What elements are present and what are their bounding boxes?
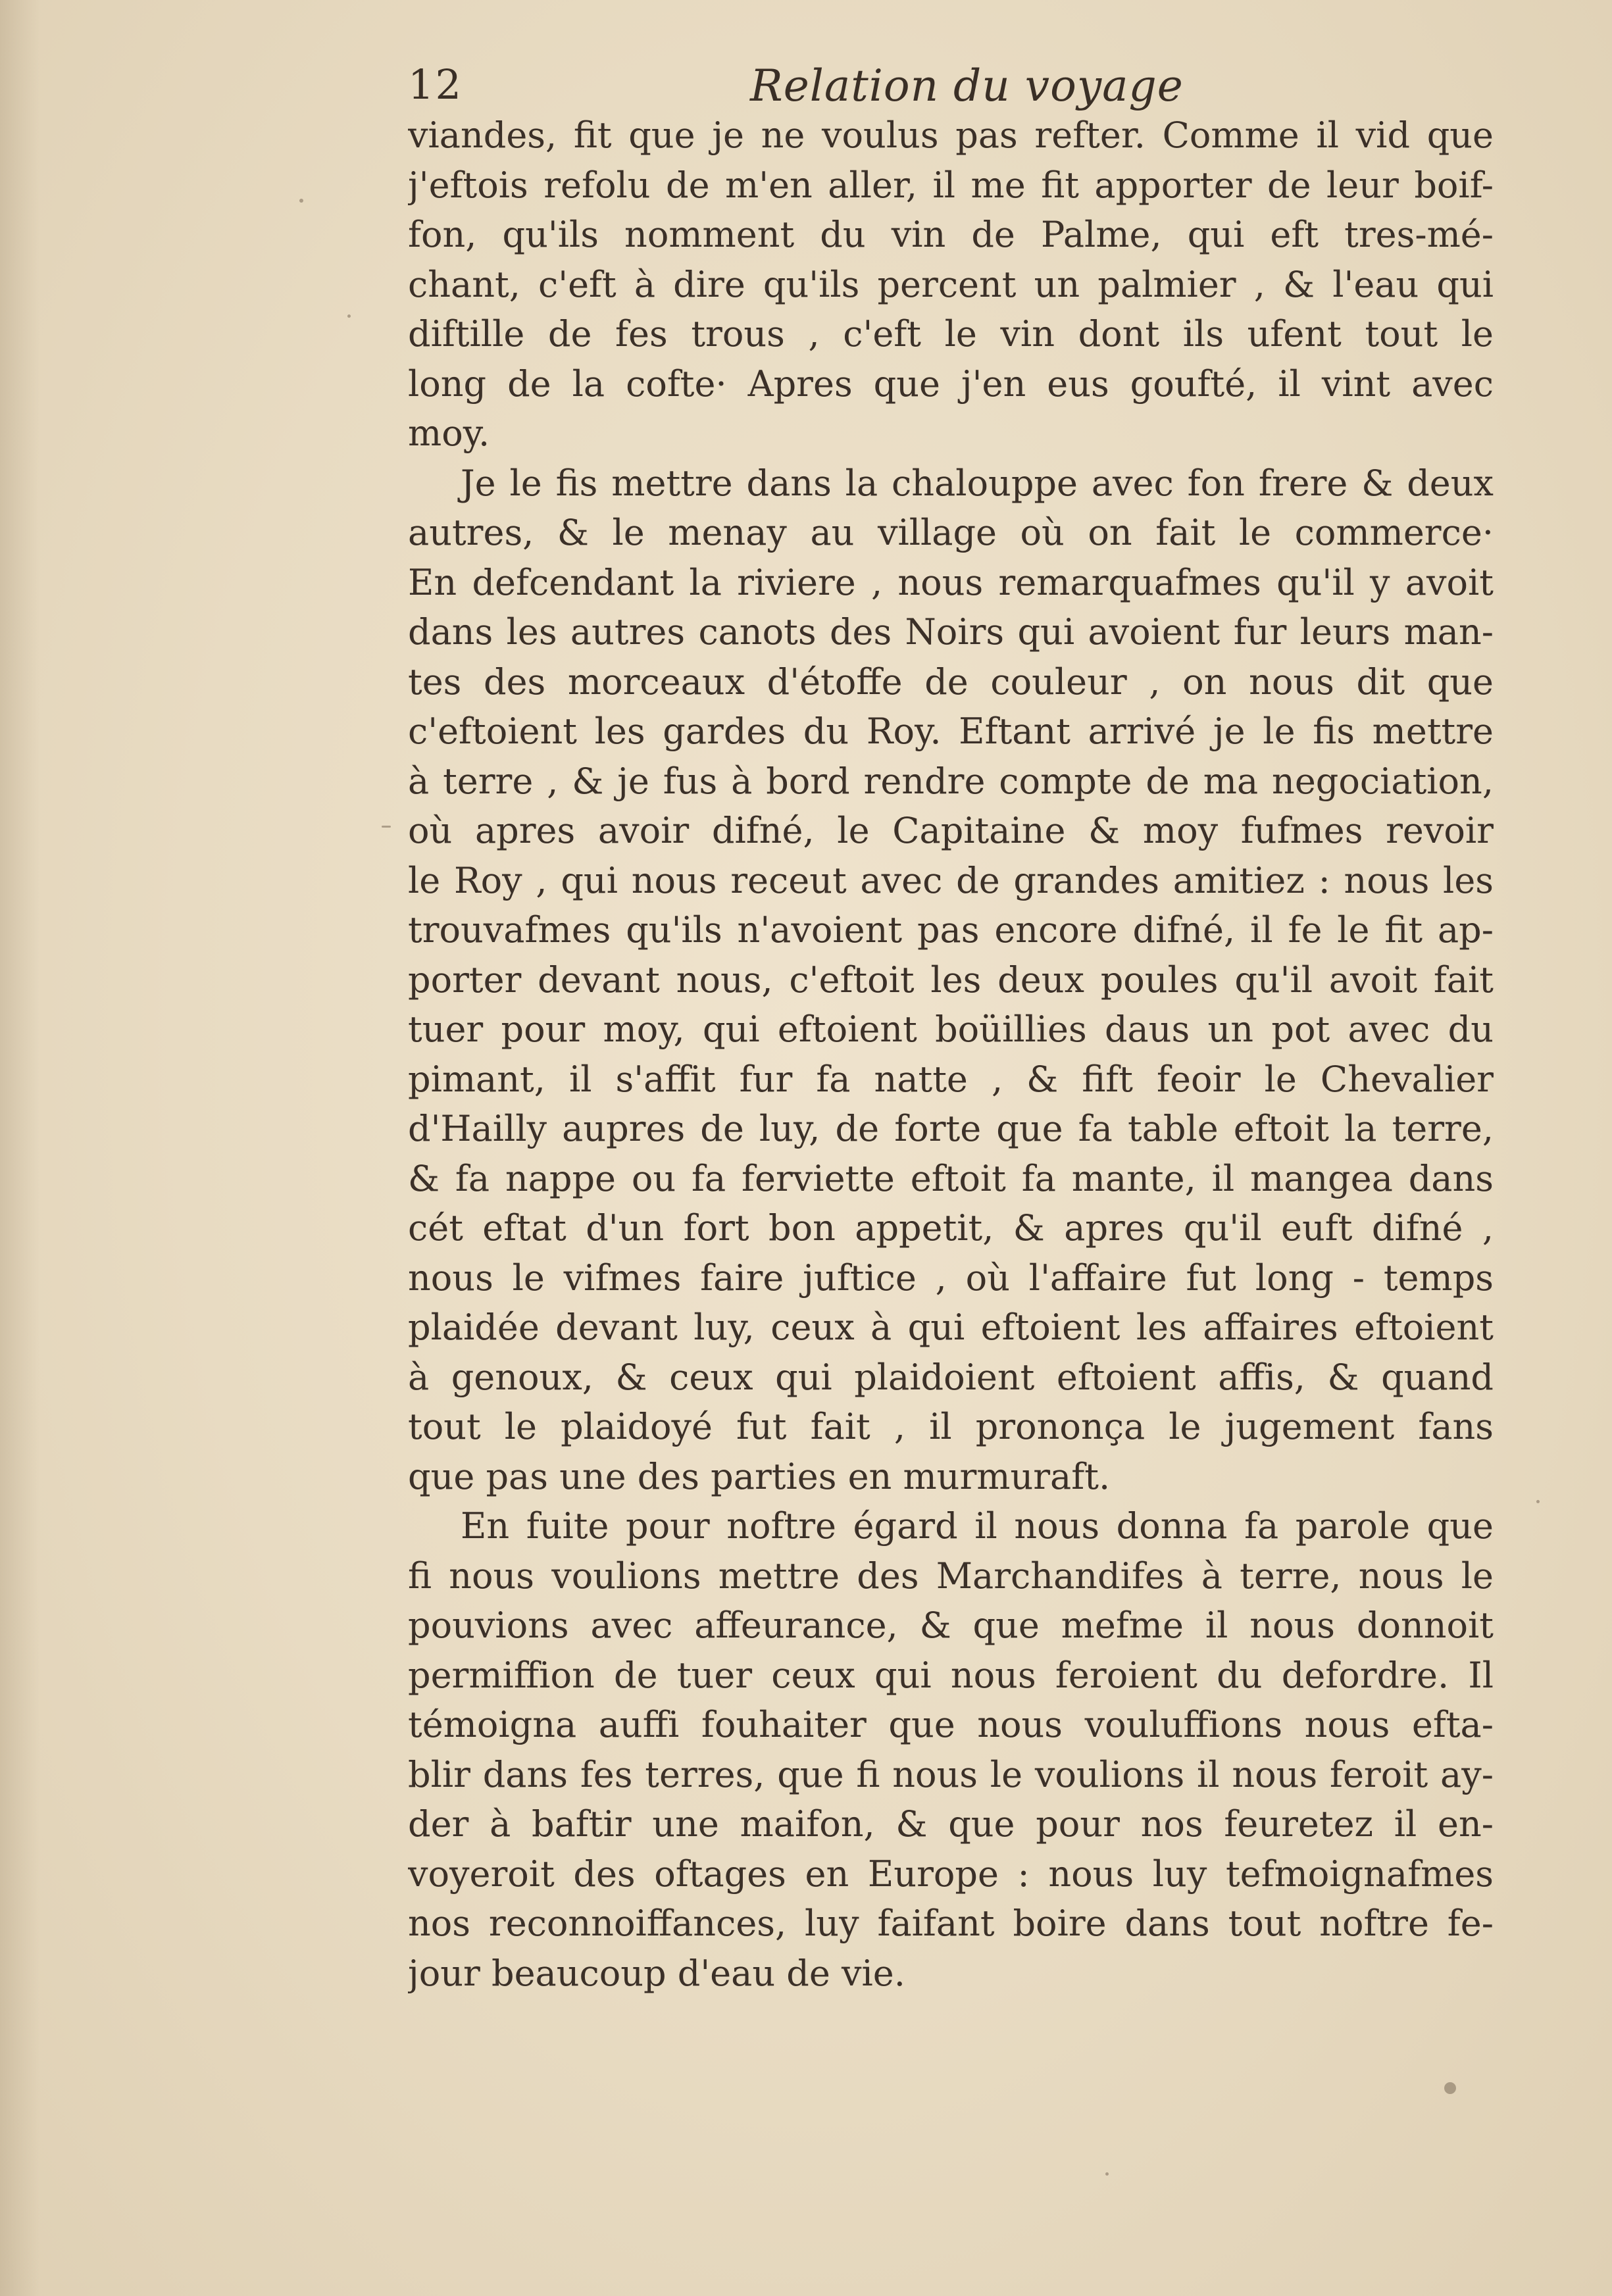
text-line: moy. [408,412,490,454]
text-line: tes des morceaux d'étoffe de couleur , on nous dit que [408,661,1494,703]
text-line: nos reconnoiffances, luy faifant boire dans tout noftre fe- [408,1903,1494,1944]
text-line: long de la cofte· Apres que j'en eus goufté, il vint avec [408,362,1494,405]
text-line: viandes, fit que je ne voulus pas refter. Comme il vid que [408,114,1494,156]
text-line: En defcendant la riviere , nous remarquafmes qu'il y avoit [408,561,1494,603]
text-line: nous le vifmes faire juftice , où l'affaire fut long - temps [408,1257,1494,1299]
paragraph-2 [408,459,1494,1502]
text-line: fon, qu'ils nomment du vin de Palme, qui eft tres-mé- [408,214,1494,255]
page-gutter-shadow [0,0,39,2296]
text-line: le Roy , qui nous receut avec de grandes amitiez : nous les [408,859,1494,901]
text-line: d'Hailly aupres de luy, de forte que fa table eftoit la terre, [408,1108,1494,1149]
page-number: 12 [408,61,463,109]
body-text [408,111,1494,1998]
text-line: pouvions avec affeurance, & que mefme il nous donnoit [408,1605,1494,1646]
text-line: tuer pour moy, qui eftoient boüillies daus un pot avec du [408,1009,1494,1050]
text-line: blir dans fes terres, que fi nous le voulions il nous feroit ay- [408,1753,1494,1795]
text-line: fi nous voulions mettre des Marchandifes à terre, nous le [408,1555,1494,1597]
text-line: jour beaucoup d'eau de vie. [408,1952,905,1994]
paragraph-1 [408,111,1494,459]
running-head: Relation du voyage [750,61,1184,111]
text-line: trouvafmes qu'ils n'avoient pas encore difné, il fe le fit ap- [408,909,1494,951]
text-line: permiffion de tuer ceux qui nous feroient du defordre. Il [408,1654,1494,1696]
text-line: plaidée devant luy, ceux à qui eftoient les affaires eftoient [408,1307,1494,1348]
text-line: chant, c'eft à dire qu'ils percent un palmier , & l'eau qui [408,263,1494,305]
paper-speck [382,826,391,828]
text-line: à terre , & je fus à bord rendre compte de ma negociation, [408,760,1494,802]
text-line: que pas une des parties en murmuraft. [408,1455,1111,1497]
text-line: tout le plaidoyé fut fait , il prononça le jugement fans [408,1406,1494,1447]
text-line: der à baftir une maifon, & que pour nos feuretez il en- [408,1803,1494,1845]
text-line: diftille de fes trous , c'eft le vin dont ils ufent tout le [408,313,1494,355]
text-line: cét eftat d'un fort bon appetit, & apres qu'il euft difné , [408,1207,1494,1249]
text-line: à genoux, & ceux qui plaidoient eftoient affis, & quand [408,1356,1494,1398]
paper-speck [299,199,303,203]
paper-speck [1536,1500,1540,1503]
text-line: pimant, il s'affit fur fa natte , & fift feoir le Chevalier [408,1058,1494,1100]
paper-speck [1444,2082,1456,2094]
paper-speck [1105,2172,1109,2176]
text-line: autres, & le menay au village où on fait le commerce· [408,512,1494,553]
text-line: En fuite pour noftre égard il nous donna fa parole que [461,1505,1494,1547]
text-line: j'eftois refolu de m'en aller, il me fit apporter de leur boif- [408,164,1494,206]
paper-speck [347,314,351,318]
text-line: témoigna auffi fouhaiter que nous vouluffions nous efta- [408,1704,1494,1745]
text-line: Je le fis mettre dans la chalouppe avec fon frere & deux [461,462,1494,504]
text-line: c'eftoient les gardes du Roy. Eftant arrivé je le fis mettre [408,711,1494,752]
text-line: dans les autres canots des Noirs qui avoient fur leurs man- [408,611,1494,653]
text-line: & fa nappe ou fa ferviette eftoit fa mante, il mangea dans [408,1157,1494,1199]
text-line: voyeroit des oftages en Europe : nous luy tefmoignafmes [408,1853,1494,1895]
paragraph-3 [408,1501,1494,1998]
text-line: où apres avoir difné, le Capitaine & moy fufmes revoir [408,810,1494,851]
text-line: porter devant nous, c'eftoit les deux poules qu'il avoit fait [408,959,1494,1001]
